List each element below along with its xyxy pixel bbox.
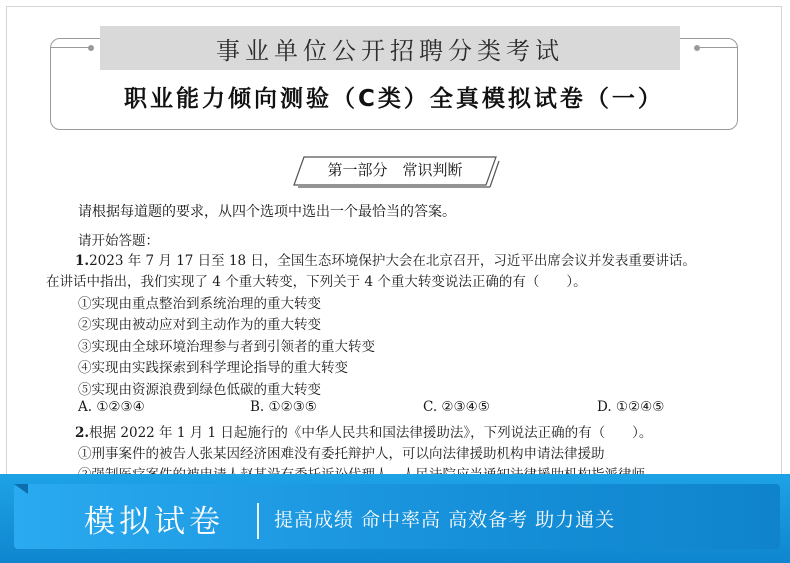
question-2-stem: 根据 2022 年 1 月 1 日起施行的《中华人民共和国法律援助法》，下列说法正确的有（ ）。 <box>89 425 653 441</box>
title-dot-left <box>88 45 94 51</box>
question-1-item: ④实现由实践探索到科学理论指导的重大转变 <box>78 360 348 376</box>
banner-fold <box>14 484 28 494</box>
title-dot-right <box>694 45 700 51</box>
option-a: A. ①②③④ <box>78 399 145 415</box>
start-prompt: 请开始答题： <box>78 233 159 249</box>
paper-title: 职业能力倾向测验（C类）全真模拟试卷（一） <box>124 86 664 112</box>
question-1-item: ②实现由被动应对到主动作为的重大转变 <box>78 317 321 333</box>
question-2-number: 2. <box>75 425 90 441</box>
question-2-line-1 <box>75 421 652 441</box>
question-1-number: 1. <box>75 253 90 269</box>
banner-title: 模拟试卷 <box>84 504 224 540</box>
question-1-stem-2: 在讲话中指出，我们实现了 4 个重大转变，下列关于 4 个重大转变说法正确的有（ ）。 <box>46 274 587 290</box>
question-1-item: ③实现由全球环境治理参与者到引领者的重大转变 <box>78 339 375 355</box>
promo-banner <box>0 474 790 563</box>
title-rule-left <box>50 47 90 48</box>
option-c: C. ②③④⑤ <box>423 399 490 415</box>
banner-divider <box>257 503 259 539</box>
question-1-item: ①实现由重点整治到系统治理的重大转变 <box>78 296 321 312</box>
question-1-item: ⑤实现由资源浪费到绿色低碳的重大转变 <box>78 382 321 398</box>
option-b: B. ①②③⑤ <box>250 399 317 415</box>
question-2-item: ①刑事案件的被告人张某因经济困难没有委托辩护人，可以向法律援助机构申请法律援助 <box>78 446 605 462</box>
section-label: 第一部分 常识判断 <box>327 161 463 179</box>
banner-slogan: 提高成绩 命中率高 高效备考 助力通关 <box>274 509 616 531</box>
question-1-stem-1: 2023 年 7 月 17 日至 18 日，全国生态环境保护大会在北京召开，习近平出席会议并发表重要讲话。 <box>89 253 696 269</box>
instruction-text: 请根据每道题的要求，从四个选项中选出一个最恰当的答案。 <box>78 204 456 220</box>
section-heading <box>290 154 500 188</box>
question-1-line-1 <box>75 249 696 269</box>
option-d: D. ①②④⑤ <box>597 399 665 415</box>
title-rule-right <box>700 47 738 48</box>
exam-title: 事业单位公开招聘分类考试 <box>100 26 680 70</box>
